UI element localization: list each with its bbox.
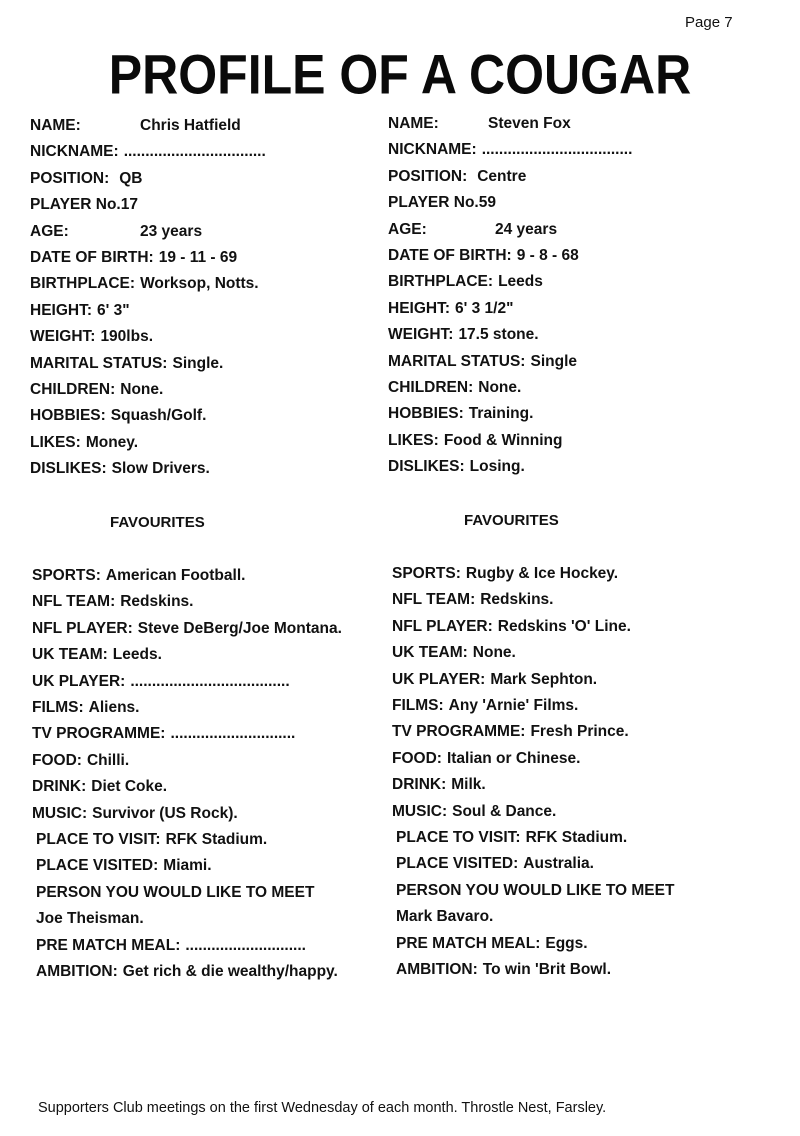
favourite-value: Australia. <box>523 855 594 873</box>
favourite-label: SPORTS: <box>32 567 101 584</box>
favourite-row <box>32 752 129 770</box>
favourite-row <box>36 910 144 928</box>
detail-row <box>388 432 562 450</box>
detail-label: DISLIKES: <box>30 460 107 478</box>
favourite-value: ..................................... <box>130 672 290 690</box>
detail-value: 17.5 stone. <box>458 326 539 344</box>
favourite-label: FILMS: <box>392 697 444 714</box>
favourite-row <box>36 963 338 981</box>
favourite-label: DRINK: <box>32 778 87 796</box>
detail-value: 6' 3" <box>97 301 130 319</box>
favourite-label: MUSIC: <box>32 804 88 822</box>
detail-value: 24 years <box>495 220 558 238</box>
favourite-row <box>392 697 578 715</box>
favourite-label: AMBITION: <box>36 963 118 980</box>
favourite-value: ............................. <box>170 725 296 743</box>
favourite-row <box>392 644 516 662</box>
detail-value: QB <box>119 169 143 187</box>
detail-row <box>30 117 241 135</box>
detail-row <box>30 407 206 425</box>
favourite-label: NFL PLAYER: <box>32 619 133 637</box>
footer-note: Supporters Club meetings on the first Wednesday of each month. Throstle Nest, Farsley. <box>38 1100 607 1116</box>
favourite-value: Survivor (US Rock). <box>92 804 238 822</box>
favourite-label: MUSIC: <box>392 802 448 820</box>
favourite-value: Milk. <box>451 776 486 794</box>
detail-row <box>30 302 130 320</box>
favourite-value: Mark Bavaro. <box>396 908 494 926</box>
favourite-value: Get rich & die wealthy/happy. <box>122 963 338 980</box>
detail-row <box>30 223 202 241</box>
detail-value: Training. <box>468 405 534 423</box>
detail-label: NAME: <box>388 115 439 132</box>
detail-row <box>388 458 525 476</box>
detail-row <box>388 115 571 133</box>
detail-label: DISLIKES: <box>388 458 465 476</box>
detail-row <box>30 143 266 161</box>
favourite-label: TV PROGRAMME: <box>32 725 166 743</box>
detail-value: 19 - 11 - 69 <box>158 249 238 266</box>
favourite-row <box>32 567 245 585</box>
favourite-value: Fresh Prince. <box>530 723 629 741</box>
detail-label: HEIGHT: <box>30 301 92 319</box>
favourite-row <box>396 882 674 900</box>
detail-row <box>388 273 543 291</box>
favourite-label: PERSON YOU WOULD LIKE TO MEET <box>36 883 315 901</box>
detail-row <box>388 353 577 371</box>
favourite-row <box>392 723 629 741</box>
detail-row <box>388 300 513 318</box>
detail-value: Single. <box>172 354 224 372</box>
detail-value: Worksop, Notts. <box>140 275 259 293</box>
favourite-row <box>396 829 627 847</box>
detail-row <box>30 434 138 452</box>
favourites-heading: FAVOURITES <box>110 514 205 531</box>
favourite-row <box>32 805 238 823</box>
detail-value: Chris Hatfield <box>140 117 241 134</box>
favourite-label: UK TEAM: <box>32 646 108 664</box>
favourite-value: Redskins. <box>120 593 194 611</box>
favourite-row <box>396 935 588 953</box>
detail-value: Leeds <box>498 273 543 291</box>
favourite-value: Rugby & Ice Hockey. <box>465 565 619 582</box>
detail-row <box>388 168 526 186</box>
favourite-value: Mark Sephton. <box>490 670 598 688</box>
detail-value: Squash/Golf. <box>110 407 207 425</box>
favourite-label: PRE MATCH MEAL: <box>396 934 541 952</box>
favourite-row <box>392 803 556 821</box>
detail-row <box>388 326 539 344</box>
detail-label: LIKES: <box>30 433 81 451</box>
favourite-row <box>32 646 162 664</box>
detail-value: None. <box>120 381 164 398</box>
detail-value: Slow Drivers. <box>111 460 210 478</box>
favourite-row <box>36 937 306 955</box>
favourite-value: To win 'Brit Bowl. <box>482 961 612 978</box>
detail-row <box>388 221 557 239</box>
favourite-value: Joe Theisman. <box>36 910 144 928</box>
detail-label: NICKNAME: <box>30 143 119 161</box>
detail-value: None. <box>478 379 522 396</box>
favourite-label: TV PROGRAMME: <box>392 723 526 741</box>
favourite-label: NFL TEAM: <box>32 593 116 611</box>
detail-label: MARITAL STATUS: <box>30 354 168 372</box>
detail-row <box>388 247 579 265</box>
detail-value: Food & Winning <box>443 431 563 449</box>
detail-value: ................................... <box>481 141 633 159</box>
favourite-row <box>392 776 486 794</box>
favourite-label: PLACE VISITED: <box>36 857 159 875</box>
favourite-label: DRINK: <box>392 776 447 794</box>
favourite-label: NFL TEAM: <box>392 591 476 609</box>
favourite-label: PLACE TO VISIT: <box>36 831 161 848</box>
detail-label: CHILDREN: <box>388 379 474 396</box>
favourite-label: FOOD: <box>392 749 442 767</box>
favourite-row <box>32 699 139 717</box>
detail-label: PLAYER No. <box>30 196 121 214</box>
detail-value: Centre <box>477 167 527 185</box>
detail-row <box>388 194 496 212</box>
favourite-row <box>396 908 493 926</box>
detail-value: 190lbs. <box>100 328 153 346</box>
detail-label: DATE OF BIRTH: <box>30 249 154 266</box>
favourite-label: UK PLAYER: <box>392 670 486 688</box>
detail-label: LIKES: <box>388 431 439 449</box>
favourite-value: Redskins. <box>480 591 554 609</box>
favourite-value: American Football. <box>105 567 246 584</box>
favourite-value: Diet Coke. <box>91 778 168 796</box>
detail-label: NICKNAME: <box>388 141 477 159</box>
detail-row <box>388 141 632 159</box>
detail-row <box>388 379 521 397</box>
favourite-row <box>392 565 618 583</box>
page-title: PROFILE OF A COUGAR <box>108 43 692 106</box>
detail-label: WEIGHT: <box>388 326 454 344</box>
favourite-value: Steve DeBerg/Joe Montana. <box>137 619 342 637</box>
favourites-heading: FAVOURITES <box>464 512 559 529</box>
favourite-label: FOOD: <box>32 751 82 769</box>
detail-value: Single <box>530 352 577 370</box>
detail-label: HOBBIES: <box>388 405 464 423</box>
favourite-row <box>392 750 580 768</box>
detail-row <box>30 275 259 293</box>
favourite-row <box>32 778 167 796</box>
favourite-row <box>32 620 342 638</box>
detail-row <box>30 249 237 267</box>
favourite-label: UK PLAYER: <box>32 672 126 690</box>
detail-label: POSITION: <box>388 167 468 185</box>
favourite-label: NFL PLAYER: <box>392 617 493 635</box>
favourite-label: PLACE TO VISIT: <box>396 829 521 846</box>
detail-value: Steven Fox <box>488 115 571 132</box>
favourite-value: Eggs. <box>545 934 588 952</box>
detail-label: AGE: <box>388 220 427 238</box>
favourite-value: Soul & Dance. <box>452 802 557 820</box>
detail-label: HEIGHT: <box>388 299 450 317</box>
favourite-value: Redskins 'O' Line. <box>497 617 631 635</box>
favourite-value: Chilli. <box>86 751 130 769</box>
favourite-value: RFK Stadium. <box>525 829 628 846</box>
favourite-label: SPORTS: <box>392 565 461 582</box>
favourite-row <box>396 855 594 873</box>
detail-value: 6' 3 1/2" <box>455 299 514 317</box>
favourite-value: Leeds. <box>112 646 162 664</box>
favourite-value: RFK Stadium. <box>165 831 268 848</box>
favourite-row <box>36 857 212 875</box>
detail-row <box>30 196 138 214</box>
detail-label: BIRTHPLACE: <box>30 275 136 293</box>
detail-value: 9 - 8 - 68 <box>516 247 579 264</box>
detail-value: Money. <box>85 433 139 451</box>
detail-label: PLAYER No. <box>388 194 479 212</box>
favourite-row <box>32 725 295 743</box>
detail-value: Losing. <box>469 458 525 476</box>
favourite-value: Italian or Chinese. <box>446 749 581 767</box>
detail-row <box>388 405 533 423</box>
favourite-row <box>36 831 267 849</box>
detail-row <box>30 381 163 399</box>
detail-row <box>30 355 223 373</box>
detail-label: NAME: <box>30 117 81 134</box>
detail-label: POSITION: <box>30 169 110 187</box>
detail-label: BIRTHPLACE: <box>388 273 494 291</box>
favourite-row <box>392 618 631 636</box>
favourite-value: ............................ <box>185 936 306 954</box>
favourite-label: PRE MATCH MEAL: <box>36 936 181 954</box>
favourite-row <box>36 884 314 902</box>
favourite-label: AMBITION: <box>396 961 478 978</box>
favourite-row <box>392 591 553 609</box>
detail-label: CHILDREN: <box>30 381 116 398</box>
detail-label: AGE: <box>30 222 69 240</box>
detail-value: ................................. <box>123 143 266 161</box>
favourite-value: Any 'Arnie' Films. <box>448 697 579 714</box>
favourite-label: PERSON YOU WOULD LIKE TO MEET <box>396 881 675 899</box>
page-number: Page 7 <box>685 14 733 31</box>
detail-row <box>30 460 210 478</box>
favourite-label: PLACE VISITED: <box>396 855 519 873</box>
detail-label: WEIGHT: <box>30 328 96 346</box>
detail-value: 23 years <box>140 222 203 240</box>
detail-row <box>30 328 153 346</box>
favourite-row <box>32 673 290 691</box>
favourite-row <box>392 671 597 689</box>
favourite-row <box>32 593 193 611</box>
favourite-label: FILMS: <box>32 699 84 716</box>
detail-label: HOBBIES: <box>30 407 106 425</box>
detail-row <box>30 170 142 188</box>
detail-label: DATE OF BIRTH: <box>388 247 512 264</box>
favourite-value: Aliens. <box>88 699 140 716</box>
favourite-value: None. <box>472 644 516 662</box>
favourite-label: UK TEAM: <box>392 644 468 662</box>
detail-value: 17 <box>120 196 138 214</box>
detail-value: 59 <box>478 194 496 212</box>
favourite-row <box>396 961 611 979</box>
favourite-value: Miami. <box>163 857 212 875</box>
detail-label: MARITAL STATUS: <box>388 352 526 370</box>
